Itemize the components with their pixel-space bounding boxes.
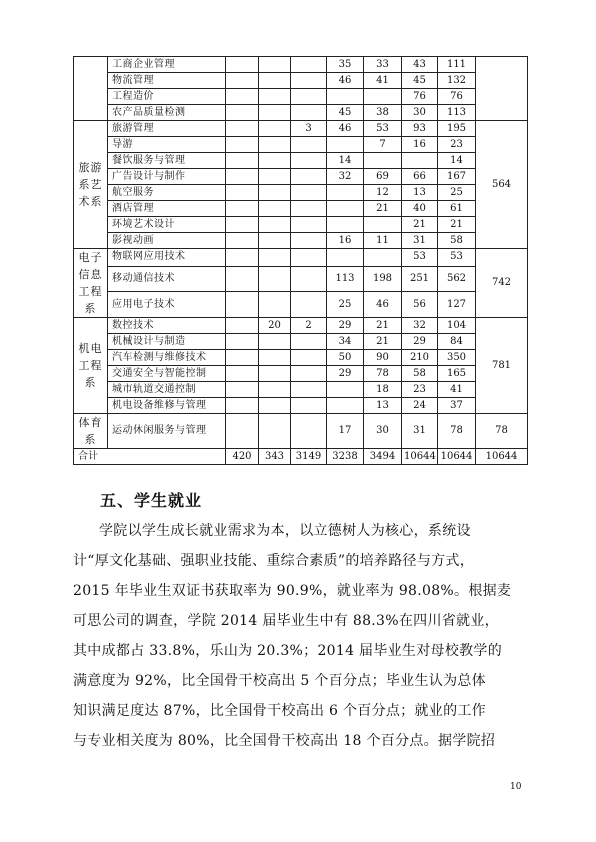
cell bbox=[291, 169, 327, 185]
cell: 562 bbox=[438, 266, 476, 292]
table-row bbox=[74, 398, 528, 414]
cell bbox=[291, 233, 327, 249]
major-name: 物联网应用技术 bbox=[108, 249, 226, 267]
cell: 46 bbox=[327, 73, 364, 89]
table-row bbox=[74, 137, 528, 153]
dept-total-electronic: 742 bbox=[476, 249, 528, 318]
major-name: 应用电子技术 bbox=[108, 292, 226, 318]
table-row bbox=[74, 89, 528, 105]
cell bbox=[327, 398, 364, 414]
total-row bbox=[74, 449, 528, 465]
total-cell: 10644 bbox=[438, 449, 476, 465]
major-name: 旅游管理 bbox=[108, 121, 226, 137]
cell bbox=[291, 89, 327, 105]
cell: 46 bbox=[327, 121, 364, 137]
major-name: 机械设计与制造 bbox=[108, 334, 226, 350]
cell bbox=[226, 153, 259, 169]
cell bbox=[291, 334, 327, 350]
cell: 41 bbox=[438, 382, 476, 398]
cell: 21 bbox=[364, 318, 402, 334]
table-row bbox=[74, 318, 528, 334]
paragraph-line: 2015 年毕业生双证书获取率为 90.9%，就业率为 98.08%。根据麦 bbox=[73, 583, 512, 599]
cell: 30 bbox=[402, 105, 438, 121]
cell: 20 bbox=[259, 318, 291, 334]
major-name: 航空服务 bbox=[108, 185, 226, 201]
cell: 24 bbox=[402, 398, 438, 414]
total-cell: 3238 bbox=[327, 449, 364, 465]
cell bbox=[291, 201, 327, 217]
cell bbox=[259, 153, 291, 169]
cell: 251 bbox=[402, 266, 438, 292]
major-name: 工商企业管理 bbox=[108, 57, 226, 73]
cell bbox=[259, 217, 291, 233]
table-row bbox=[74, 217, 528, 233]
cell bbox=[402, 153, 438, 169]
cell: 29 bbox=[327, 318, 364, 334]
cell: 43 bbox=[402, 57, 438, 73]
cell bbox=[259, 137, 291, 153]
cell bbox=[291, 217, 327, 233]
cell bbox=[226, 201, 259, 217]
dept-cell-continued bbox=[74, 57, 108, 121]
cell bbox=[327, 249, 364, 267]
cell bbox=[259, 105, 291, 121]
cell bbox=[364, 153, 402, 169]
cell: 18 bbox=[364, 382, 402, 398]
cell: 25 bbox=[438, 185, 476, 201]
major-name: 运动休闲服务与管理 bbox=[108, 414, 226, 449]
cell: 14 bbox=[438, 153, 476, 169]
dept-name-electronic: 电子信息工程系 bbox=[74, 249, 108, 318]
cell bbox=[327, 185, 364, 201]
cell: 29 bbox=[327, 366, 364, 382]
cell bbox=[226, 350, 259, 366]
cell bbox=[259, 89, 291, 105]
cell: 23 bbox=[438, 137, 476, 153]
cell: 33 bbox=[364, 57, 402, 73]
table-row bbox=[74, 334, 528, 350]
cell bbox=[291, 249, 327, 267]
cell: 2 bbox=[291, 318, 327, 334]
paragraph-line: 知识满足度达 87%，比全国骨干校高出 6 个百分点；就业的工作 bbox=[73, 703, 486, 719]
cell bbox=[291, 350, 327, 366]
cell: 30 bbox=[364, 414, 402, 449]
cell: 113 bbox=[327, 266, 364, 292]
cell bbox=[226, 249, 259, 267]
cell bbox=[259, 169, 291, 185]
cell: 61 bbox=[438, 201, 476, 217]
cell bbox=[291, 292, 327, 318]
cell: 37 bbox=[438, 398, 476, 414]
dept-total-cell-continued bbox=[476, 57, 528, 121]
cell: 45 bbox=[327, 105, 364, 121]
major-name: 酒店管理 bbox=[108, 201, 226, 217]
cell: 90 bbox=[364, 350, 402, 366]
cell: 16 bbox=[327, 233, 364, 249]
cell bbox=[291, 73, 327, 89]
cell: 3 bbox=[291, 121, 327, 137]
table-row bbox=[74, 382, 528, 398]
cell bbox=[327, 89, 364, 105]
dept-total-sports: 78 bbox=[476, 414, 528, 449]
cell: 195 bbox=[438, 121, 476, 137]
cell: 69 bbox=[364, 169, 402, 185]
cell bbox=[291, 185, 327, 201]
total-cell: 343 bbox=[259, 449, 291, 465]
major-name: 广告设计与制作 bbox=[108, 169, 226, 185]
cell bbox=[226, 414, 259, 449]
major-name: 交通安全与智能控制 bbox=[108, 366, 226, 382]
cell bbox=[259, 201, 291, 217]
major-name: 环境艺术设计 bbox=[108, 217, 226, 233]
paragraph-line: 学院以学生成长就业需求为本，以立德树人为核心，系统设 bbox=[99, 523, 471, 539]
cell bbox=[259, 398, 291, 414]
table-row bbox=[74, 201, 528, 217]
cell: 13 bbox=[364, 398, 402, 414]
cell bbox=[226, 292, 259, 318]
cell bbox=[291, 105, 327, 121]
cell bbox=[226, 334, 259, 350]
paragraph-line: 其中成都占 33.8%，乐山为 20.3%；2014 届毕业生对母校教学的 bbox=[73, 643, 503, 659]
cell bbox=[259, 350, 291, 366]
table-row bbox=[74, 121, 528, 137]
major-name: 数控技术 bbox=[108, 318, 226, 334]
cell: 76 bbox=[402, 89, 438, 105]
cell bbox=[327, 217, 364, 233]
table-row bbox=[74, 414, 528, 449]
cell: 53 bbox=[438, 249, 476, 267]
cell: 13 bbox=[402, 185, 438, 201]
cell: 198 bbox=[364, 266, 402, 292]
cell bbox=[291, 266, 327, 292]
cell bbox=[226, 382, 259, 398]
table-row bbox=[74, 105, 528, 121]
cell: 53 bbox=[402, 249, 438, 267]
table-row bbox=[74, 366, 528, 382]
total-cell: 10644 bbox=[402, 449, 438, 465]
cell bbox=[226, 169, 259, 185]
table-row bbox=[74, 153, 528, 169]
cell bbox=[259, 334, 291, 350]
cell: 58 bbox=[438, 233, 476, 249]
cell: 350 bbox=[438, 350, 476, 366]
table-row bbox=[74, 233, 528, 249]
cell bbox=[291, 366, 327, 382]
major-name: 导游 bbox=[108, 137, 226, 153]
section-heading: 五、学生就业 bbox=[100, 491, 203, 510]
cell bbox=[226, 57, 259, 73]
dept-name-tourism: 旅游系艺术系 bbox=[74, 121, 108, 249]
cell bbox=[226, 398, 259, 414]
cell: 16 bbox=[402, 137, 438, 153]
cell bbox=[291, 382, 327, 398]
total-cell: 3494 bbox=[364, 449, 402, 465]
cell: 21 bbox=[364, 201, 402, 217]
page-number: 10 bbox=[510, 782, 522, 792]
cell bbox=[259, 57, 291, 73]
cell: 93 bbox=[402, 121, 438, 137]
total-cell: 3149 bbox=[291, 449, 327, 465]
cell bbox=[259, 249, 291, 267]
enrollment-table bbox=[73, 56, 528, 465]
cell bbox=[226, 318, 259, 334]
table-row bbox=[74, 249, 528, 267]
cell: 25 bbox=[327, 292, 364, 318]
cell: 76 bbox=[438, 89, 476, 105]
grand-total-cell: 10644 bbox=[476, 449, 528, 465]
cell bbox=[259, 414, 291, 449]
cell bbox=[226, 366, 259, 382]
major-name: 餐饮服务与管理 bbox=[108, 153, 226, 169]
cell: 21 bbox=[438, 217, 476, 233]
cell: 31 bbox=[402, 233, 438, 249]
major-name: 移动通信技术 bbox=[108, 266, 226, 292]
cell bbox=[327, 382, 364, 398]
cell: 66 bbox=[402, 169, 438, 185]
cell: 31 bbox=[402, 414, 438, 449]
cell bbox=[291, 57, 327, 73]
cell: 41 bbox=[364, 73, 402, 89]
cell: 40 bbox=[402, 201, 438, 217]
table-body bbox=[74, 57, 528, 465]
cell: 165 bbox=[438, 366, 476, 382]
table-row bbox=[74, 73, 528, 89]
cell bbox=[259, 233, 291, 249]
cell: 29 bbox=[402, 334, 438, 350]
major-name: 工程造价 bbox=[108, 89, 226, 105]
cell: 111 bbox=[438, 57, 476, 73]
total-cell: 420 bbox=[226, 449, 259, 465]
cell: 127 bbox=[438, 292, 476, 318]
major-name: 机电设备维修与管理 bbox=[108, 398, 226, 414]
cell bbox=[364, 217, 402, 233]
major-name: 物流管理 bbox=[108, 73, 226, 89]
cell bbox=[291, 153, 327, 169]
cell: 34 bbox=[327, 334, 364, 350]
table-row bbox=[74, 57, 528, 73]
total-label: 合计 bbox=[74, 449, 226, 465]
cell bbox=[259, 266, 291, 292]
cell: 45 bbox=[402, 73, 438, 89]
table-row bbox=[74, 292, 528, 318]
cell bbox=[226, 105, 259, 121]
major-name: 汽车检测与维修技术 bbox=[108, 350, 226, 366]
cell: 58 bbox=[402, 366, 438, 382]
cell bbox=[226, 137, 259, 153]
cell: 32 bbox=[402, 318, 438, 334]
cell: 56 bbox=[402, 292, 438, 318]
cell bbox=[226, 121, 259, 137]
cell bbox=[259, 185, 291, 201]
cell: 21 bbox=[364, 334, 402, 350]
table-row bbox=[74, 350, 528, 366]
dept-name-mechanical: 机电工程系 bbox=[74, 318, 108, 414]
cell bbox=[291, 414, 327, 449]
cell bbox=[364, 89, 402, 105]
cell bbox=[226, 73, 259, 89]
cell: 11 bbox=[364, 233, 402, 249]
cell: 78 bbox=[364, 366, 402, 382]
cell bbox=[259, 121, 291, 137]
cell: 210 bbox=[402, 350, 438, 366]
cell: 132 bbox=[438, 73, 476, 89]
cell: 38 bbox=[364, 105, 402, 121]
cell: 78 bbox=[438, 414, 476, 449]
cell: 12 bbox=[364, 185, 402, 201]
cell: 23 bbox=[402, 382, 438, 398]
major-name: 城市轨道交通控制 bbox=[108, 382, 226, 398]
major-name: 影视动画 bbox=[108, 233, 226, 249]
cell: 167 bbox=[438, 169, 476, 185]
cell: 104 bbox=[438, 318, 476, 334]
cell: 32 bbox=[327, 169, 364, 185]
paragraph-line: 计“厚文化基础、强职业技能、重综合素质”的培养路径与方式， bbox=[73, 553, 475, 569]
cell bbox=[259, 73, 291, 89]
cell: 46 bbox=[364, 292, 402, 318]
cell: 53 bbox=[364, 121, 402, 137]
table-row bbox=[74, 169, 528, 185]
paragraph-line: 与专业相关度为 80%，比全国骨干校高出 18 个百分点。据学院招 bbox=[73, 733, 496, 749]
cell bbox=[291, 137, 327, 153]
cell: 17 bbox=[327, 414, 364, 449]
cell bbox=[226, 217, 259, 233]
cell: 21 bbox=[402, 217, 438, 233]
cell bbox=[226, 89, 259, 105]
table-row bbox=[74, 266, 528, 292]
cell bbox=[226, 233, 259, 249]
dept-total-tourism: 564 bbox=[476, 121, 528, 249]
body-paragraph bbox=[73, 516, 527, 756]
dept-total-mechanical: 781 bbox=[476, 318, 528, 414]
cell bbox=[226, 266, 259, 292]
cell bbox=[259, 292, 291, 318]
cell bbox=[364, 249, 402, 267]
cell bbox=[327, 137, 364, 153]
cell bbox=[291, 398, 327, 414]
cell: 50 bbox=[327, 350, 364, 366]
cell bbox=[327, 201, 364, 217]
dept-name-sports: 体育系 bbox=[74, 414, 108, 449]
major-name: 农产品质量检测 bbox=[108, 105, 226, 121]
cell bbox=[259, 366, 291, 382]
cell bbox=[226, 185, 259, 201]
cell: 7 bbox=[364, 137, 402, 153]
table-row bbox=[74, 185, 528, 201]
cell: 113 bbox=[438, 105, 476, 121]
paragraph-line: 可思公司的调查，学院 2014 届毕业生中有 88.3%在四川省就业， bbox=[73, 613, 499, 629]
cell bbox=[259, 382, 291, 398]
paragraph-line: 满意度为 92%，比全国骨干校高出 5 个百分点；毕业生认为总体 bbox=[73, 673, 486, 689]
cell: 35 bbox=[327, 57, 364, 73]
cell: 84 bbox=[438, 334, 476, 350]
cell: 14 bbox=[327, 153, 364, 169]
